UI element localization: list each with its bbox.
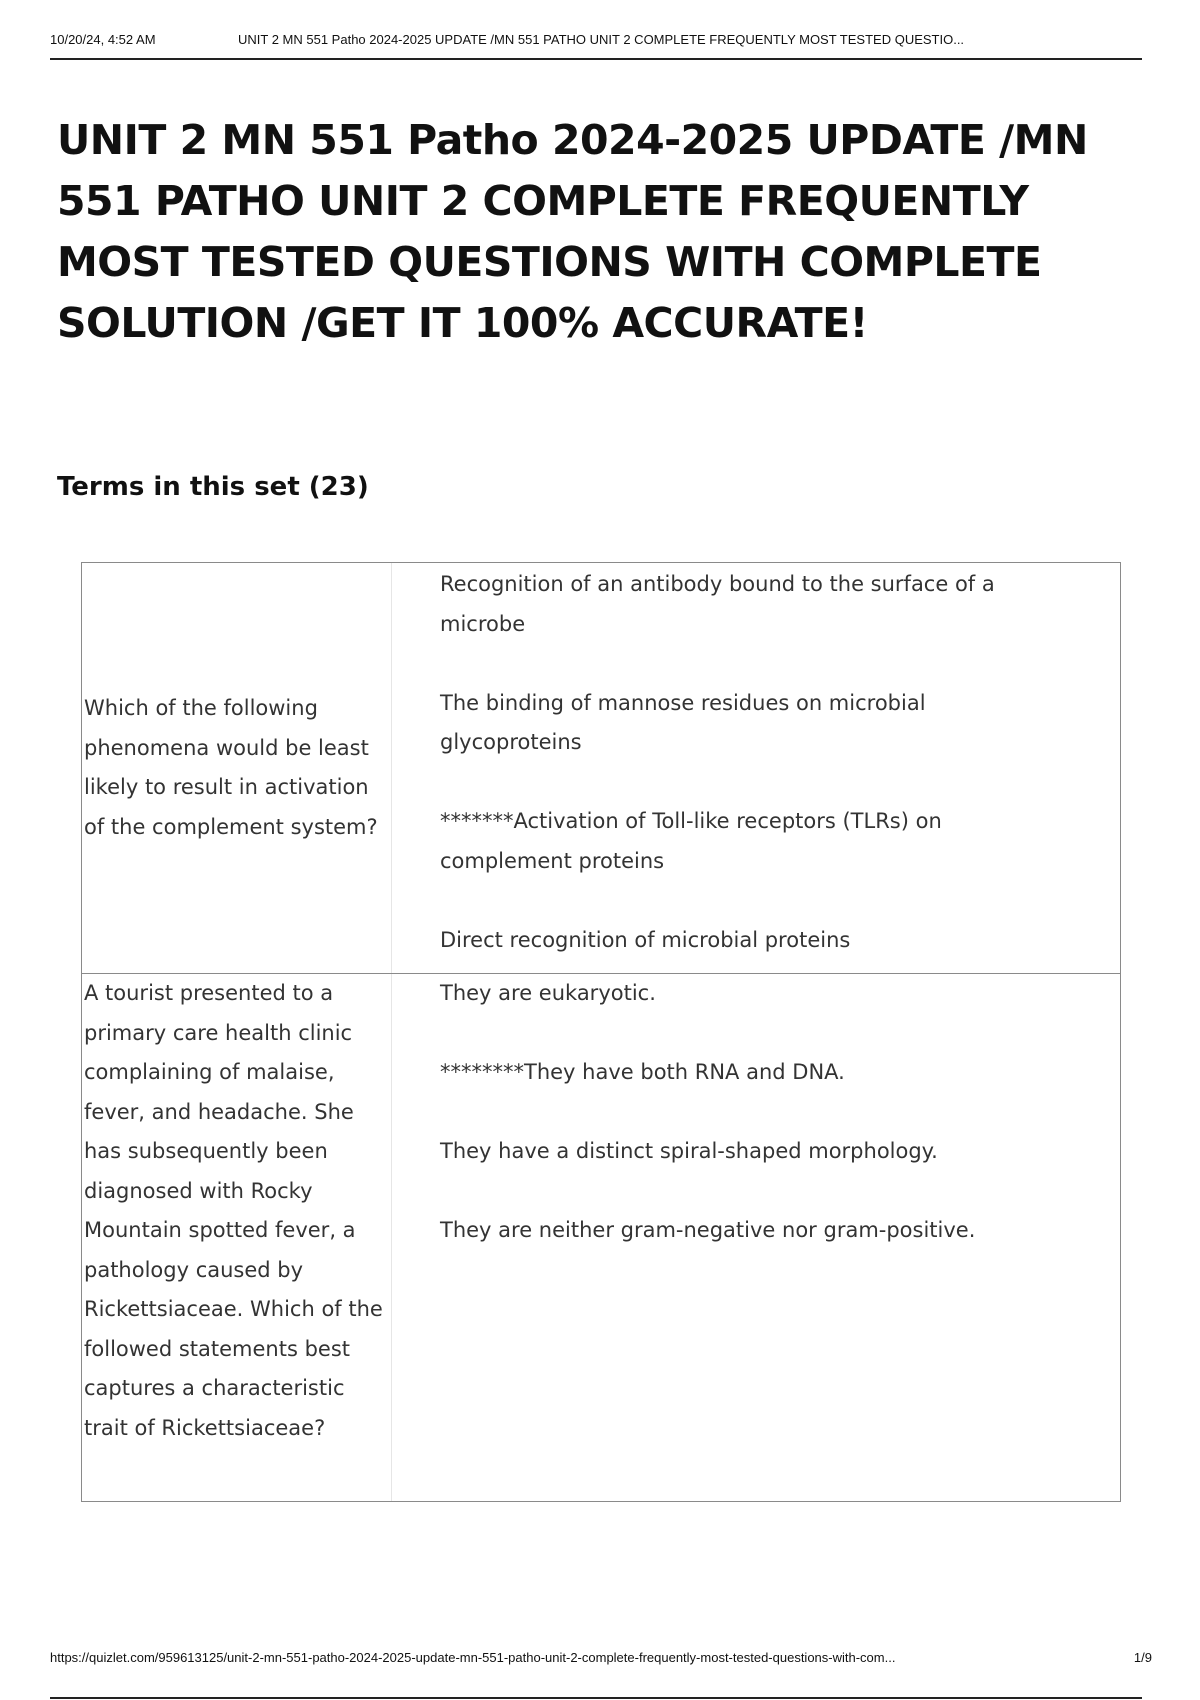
definition-option: They are neither gram-negative nor gram-positive. [440,1218,976,1242]
definition-option: Direct recognition of microbial proteins [440,927,851,952]
definition-option: The binding of mannose residues on microbial glycoproteins [440,690,926,754]
definition-cell [392,563,1120,973]
term-cell [82,974,392,1501]
term-row [82,973,1120,1501]
definition-option: They are eukaryotic. [440,981,656,1005]
definition-cell [392,974,1120,1501]
print-header [50,30,1142,60]
terms-heading: Terms in this set (23) [57,472,369,502]
print-url: https://quizlet.com/959613125/unit-2-mn-551-patho-2024-2025-update-mn-551-patho-unit-2-complete-frequently-most-tested-questions-with-com... [50,1650,896,1665]
term-row [82,563,1120,973]
definition-option: *******Activation of Toll-like receptors (TLRs) on complement proteins [440,809,942,873]
definition-option: ********They have both RNA and DNA. [440,1060,845,1084]
document-title: UNIT 2 MN 551 Patho 2024-2025 UPDATE /MN 551 PATHO UNIT 2 COMPLETE FREQUENTLY MOST TESTED QUESTIONS WITH COMPLETE SOLUTION /GET IT 100% ACCURATE! [57,116,1088,347]
page-number: 1/9 [1133,1650,1152,1665]
footer-divider [50,1697,1142,1699]
term-text: A tourist presented to a primary care health clinic complaining of malaise, fever, and headache. She has subsequently been diagnosed with Rocky Mountain spotted fever, a pathology caused by Rickettsiaceae. Which of the followed statements best captures a characteristic trait of Rickettsiaceae? [84,981,383,1440]
definition-option: They have a distinct spiral-shaped morphology. [440,1139,938,1163]
print-datetime: 10/20/24, 4:52 AM [50,32,156,47]
terms-table [81,562,1121,1502]
definition-option: Recognition of an antibody bound to the surface of a microbe [440,572,995,636]
term-cell [82,563,392,973]
print-page-title: UNIT 2 MN 551 Patho 2024-2025 UPDATE /MN 551 PATHO UNIT 2 COMPLETE FREQUENTLY MOST TESTED QUESTIO... [238,32,965,47]
term-text: Which of the following phenomena would be least likely to result in activation of the complement system? [84,696,378,839]
